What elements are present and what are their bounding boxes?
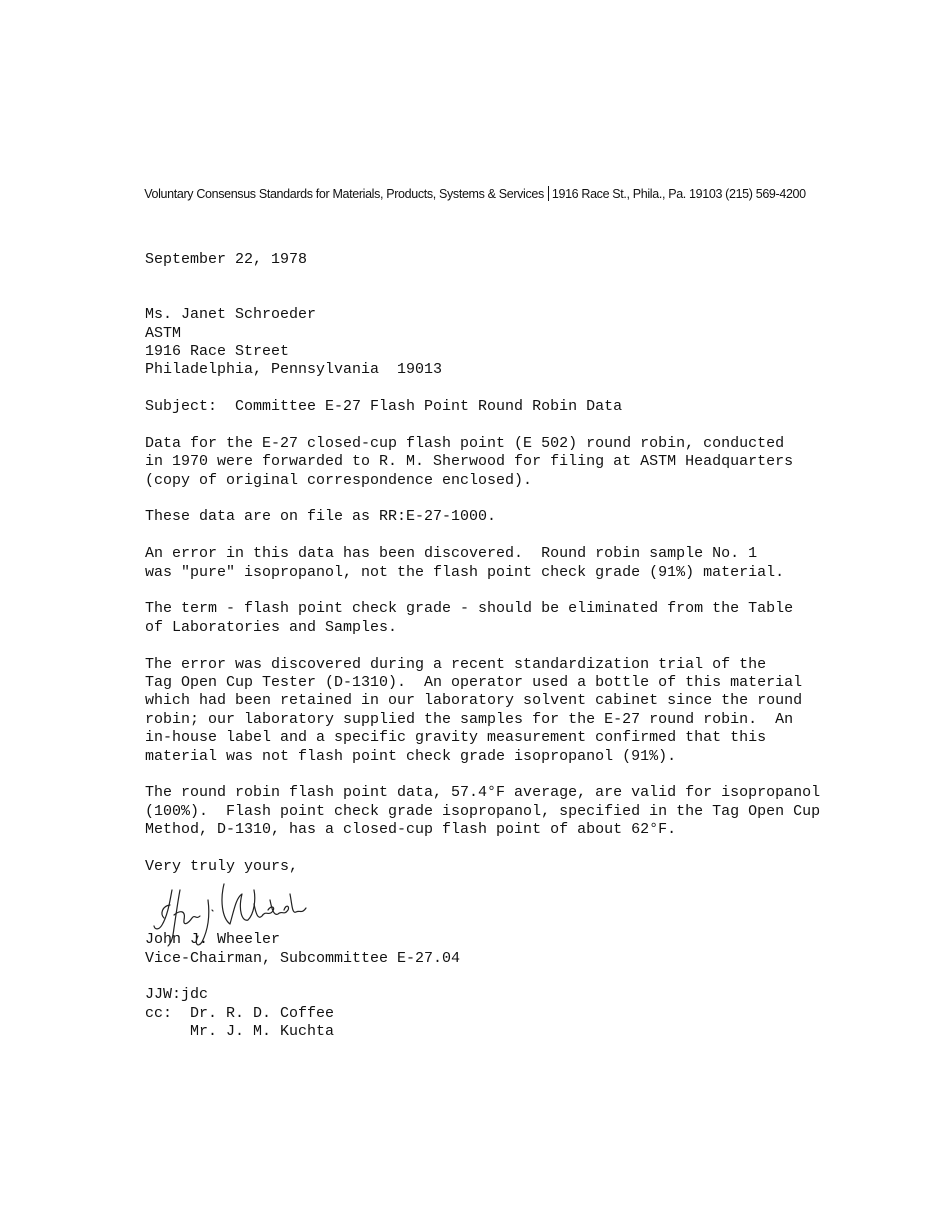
paragraph-line: was "pure" isopropanol, not the flash point check grade (91%) material.: [145, 563, 785, 581]
paragraph-line: in-house label and a specific gravity measurement confirmed that this: [145, 729, 767, 747]
closing: Very truly yours,: [145, 857, 299, 875]
paragraph-line: material was not flash point check grade isopropanol (91%).: [145, 747, 677, 765]
recipient-street: 1916 Race Street: [145, 342, 290, 360]
paragraph-line: in 1970 were forwarded to R. M. Sherwood for filing at ASTM Headquarters: [145, 453, 794, 471]
paragraph-line: of Laboratories and Samples.: [145, 618, 398, 636]
letterhead-address: 1916 Race St., Phila., Pa. 19103 (215) 569-4200: [551, 187, 806, 201]
paragraph-line: An error in this data has been discovered. Round robin sample No. 1: [145, 545, 758, 563]
recipient-address: [145, 306, 845, 380]
recipient-city: Philadelphia, Pennsylvania 19013: [145, 361, 443, 379]
paragraph-line: Tag Open Cup Tester (D-1310). An operator used a bottle of this material: [145, 674, 803, 691]
paragraph: [145, 545, 845, 582]
paragraph-line: (100%). Flash point check grade isopropanol, specified in the Tag Open Cup: [145, 802, 821, 820]
handwritten-signature: [150, 870, 320, 950]
paragraph-line: These data are on file as RR:E-27-1000.: [145, 508, 497, 526]
reference-initials: JJW:jdc: [145, 986, 209, 1004]
paragraph-line: The error was discovered during a recent standardization trial of the: [145, 655, 767, 673]
paragraph: [145, 600, 845, 637]
signer-name: John J. Wheeler: [145, 931, 281, 949]
paragraph-line: robin; our laboratory supplied the samples for the E-27 round robin. An: [145, 710, 794, 728]
letterhead-divider: [548, 186, 549, 201]
paragraph-line: The term - flash point check grade - should be eliminated from the Table: [145, 600, 794, 618]
letterhead: [0, 186, 950, 201]
signer-title: Vice-Chairman, Subcommittee E-27.04: [145, 949, 461, 967]
cc-line: cc: Dr. R. D. Coffee: [145, 1004, 335, 1022]
paragraph: [145, 435, 845, 490]
signature-image: [150, 870, 320, 950]
paragraph: [145, 656, 845, 766]
letterhead-tagline: Voluntary Consensus Standards for Materials, Products, Systems & Services: [144, 187, 544, 201]
paragraph: [145, 508, 845, 526]
subject-line: Subject: Committee E-27 Flash Point Round Robin Data: [145, 398, 623, 416]
recipient-org: ASTM: [145, 324, 182, 342]
paragraph-line: Data for the E-27 closed-cup flash point (E 502) round robin, conducted: [145, 434, 785, 452]
cc-line: Mr. J. M. Kuchta: [145, 1023, 335, 1041]
paragraph-line: (copy of original correspondence enclosed).: [145, 471, 533, 489]
paragraph-line: The round robin flash point data, 57.4°F average, are valid for isopropanol: [145, 784, 821, 802]
letter-date: September 22, 1978: [145, 251, 308, 268]
paragraph-line: Method, D-1310, has a closed-cup flash point of about 62°F.: [145, 821, 677, 839]
paragraph: [145, 784, 845, 839]
recipient-name: Ms. Janet Schroeder: [145, 306, 317, 324]
paragraph-line: which had been retained in our laboratory solvent cabinet since the round: [145, 692, 803, 710]
